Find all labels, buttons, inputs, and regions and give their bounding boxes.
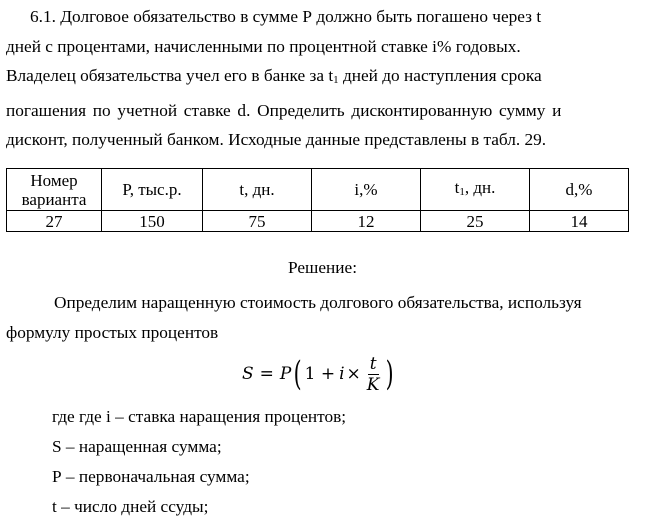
word: начисленными	[154, 36, 263, 56]
cell-t1: 25	[421, 211, 530, 232]
word: дней	[342, 66, 378, 85]
table-header-row	[7, 169, 629, 211]
t-subscript: 1	[333, 74, 339, 86]
definition-s: S – наращенная сумма;	[52, 437, 222, 456]
formula-open-paren: (	[294, 354, 302, 394]
definition-t: t – число дней ссуды;	[52, 497, 209, 516]
formula-fraction	[365, 354, 382, 395]
table-row	[7, 211, 629, 232]
formula-lhs: S	[242, 364, 254, 384]
cell-i: 12	[312, 211, 421, 232]
formula-i: i	[339, 364, 345, 384]
t1-rest: , дн.	[464, 177, 496, 197]
word: в	[251, 66, 260, 85]
problem-line-5	[6, 125, 628, 155]
formula-p: P	[279, 364, 292, 384]
problem-line-4	[6, 96, 628, 126]
header-t1	[421, 169, 530, 211]
t-symbol: t	[328, 66, 334, 85]
formula-times: ×	[346, 364, 361, 384]
word: процентами,	[57, 36, 150, 56]
header-t: t, дн.	[203, 169, 312, 211]
problem-line-3	[6, 61, 628, 96]
t1-base: t	[454, 177, 460, 197]
cell-d: 14	[530, 211, 629, 232]
header-i: i,%	[312, 169, 421, 211]
word: учел	[186, 66, 220, 85]
simple-interest-formula	[242, 350, 397, 398]
intro-line-2: формулу простых процентов	[6, 322, 219, 342]
problem-line-1	[6, 2, 628, 32]
source-data-table	[6, 168, 629, 232]
t1-sub: 1	[459, 185, 465, 198]
word: процентной	[289, 36, 377, 56]
cell-variant: 27	[7, 211, 102, 232]
formula-one-plus: 1 +	[304, 364, 336, 384]
header-p: Р, тыс.р.	[102, 169, 203, 211]
word: его	[224, 66, 247, 85]
formula-equals: =	[259, 364, 274, 384]
word: обязательства	[80, 66, 182, 85]
problem-statement	[6, 2, 628, 155]
word: дней с	[6, 36, 53, 56]
formula-close-paren: )	[386, 354, 395, 394]
formula-denominator: K	[366, 374, 380, 395]
cell-p: 150	[102, 211, 203, 232]
word: срока	[500, 66, 542, 85]
word: банке	[263, 66, 306, 85]
word: Владелец	[6, 66, 76, 85]
solution-intro	[6, 288, 628, 347]
word-t1	[328, 66, 378, 85]
problem-line-1-text: 6.1. Долговое обязательство в сумме Р должно быть погашено через t	[30, 7, 542, 26]
problem-line-4-text: погашения по учетной ставке d. Определить дисконтированную сумму и	[6, 100, 562, 120]
word: наступления	[404, 66, 497, 85]
word: по	[267, 36, 285, 56]
definition-p: Р – первоначальная сумма;	[52, 467, 250, 486]
word: до	[382, 66, 400, 85]
formula-numerator: t	[369, 353, 377, 374]
word: i% годовых.	[432, 36, 521, 56]
definition-i: где где i – ставка наращения процентов;	[52, 407, 347, 426]
cell-t: 75	[203, 211, 312, 232]
header-d: d,%	[530, 169, 629, 211]
header-variant: Номер варианта	[7, 169, 102, 211]
problem-line-2	[6, 32, 628, 62]
problem-line-5-text: дисконт, полученный банком. Исходные данные представлены в табл. 29.	[6, 130, 547, 149]
word: за	[309, 66, 324, 85]
intro-line-1: Определим наращенную стоимость долгового обязательства, используя	[54, 293, 582, 312]
word: ставке	[380, 36, 428, 56]
solution-title: Решение:	[288, 258, 357, 277]
